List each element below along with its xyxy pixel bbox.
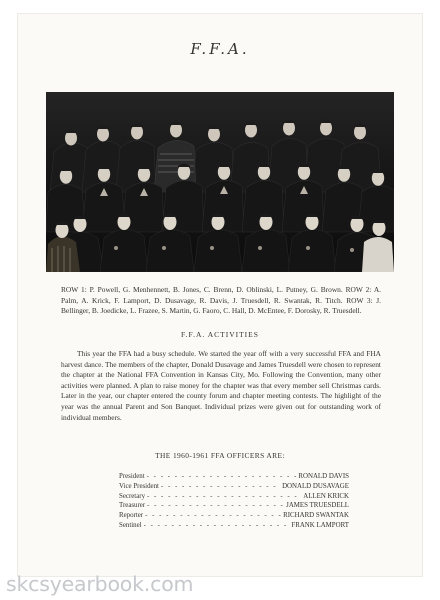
officer-name: RONALD DAVIS: [298, 473, 349, 480]
officer-role: President: [119, 473, 145, 480]
site-watermark: skcsyearbook.com: [6, 572, 194, 596]
dotted-leader: [144, 521, 290, 531]
officer-row: [119, 511, 349, 521]
group-photo: [46, 92, 394, 272]
officer-row: [119, 492, 349, 502]
officer-name: FRANK LAMPORT: [291, 521, 349, 529]
officers-list: [119, 472, 349, 531]
activities-paragraph: This year the FFA had a busy schedule. We started the year off with a very successful FFA and FHA harvest dance. The members of the chapter, Donald Dusavage and James Truesdell were chosen to represent the chapter at the National FFA Convention in Kansas City, Mo. Following the Convention, many other activities were planned. A plan to raise money for the chapter was that every member sell Christmas cards. Later in the year, our chapter entered the county forum and chapter meeting contests. The highlight of the year was the annual Parent and Son Banquet. Individual prizes were given out for outstanding work of individual members.: [61, 349, 381, 422]
officer-role: Reporter: [119, 512, 144, 520]
officer-name: RICHARD SWANTAK: [283, 512, 349, 520]
activities-heading: F.F.A. ACTIVITIES: [181, 330, 259, 339]
yearbook-page: [18, 14, 422, 576]
officer-name: ALLEN KRICK: [303, 492, 349, 500]
dotted-leader: [147, 492, 301, 502]
officer-role: Vice President: [119, 482, 159, 490]
officer-row: [119, 482, 349, 492]
officer-name: DONALD DUSAVAGE: [282, 482, 349, 490]
dotted-leader: [147, 501, 284, 511]
officer-row: [119, 472, 349, 482]
officer-role: Treasurer: [119, 502, 146, 510]
officer-name: JAMES TRUESDELL: [286, 502, 349, 510]
dotted-leader: [145, 511, 281, 521]
photo-caption: ROW 1: P. Powell, G. Menhennett, B. Jones, C. Brenn, D. Oblinski, L. Putney, G. Brown. ROW 2: A. Palm, A. Krick, F. Lamport, D. Dusavage, R. Davis, J. Truesdell, R. Swantak, R. Titch. ROW 3: J. Bellinger, B. Joedicke, L. Frazee, S. Martin, G. Faoro, C. Hall, D. McEntee, F. Dorosky, R. Truesdell.: [61, 285, 381, 316]
officer-role: Sentinel: [119, 521, 142, 529]
officer-row: [119, 521, 349, 531]
dotted-leader: [161, 482, 280, 492]
group-photo-image: [46, 92, 394, 272]
dotted-leader: [147, 472, 297, 482]
officer-row: [119, 501, 349, 511]
page-title: F.F.A.: [190, 40, 250, 58]
officers-heading: THE 1960-1961 FFA OFFICERS ARE:: [155, 451, 285, 460]
officer-role: Secretary: [119, 492, 146, 500]
